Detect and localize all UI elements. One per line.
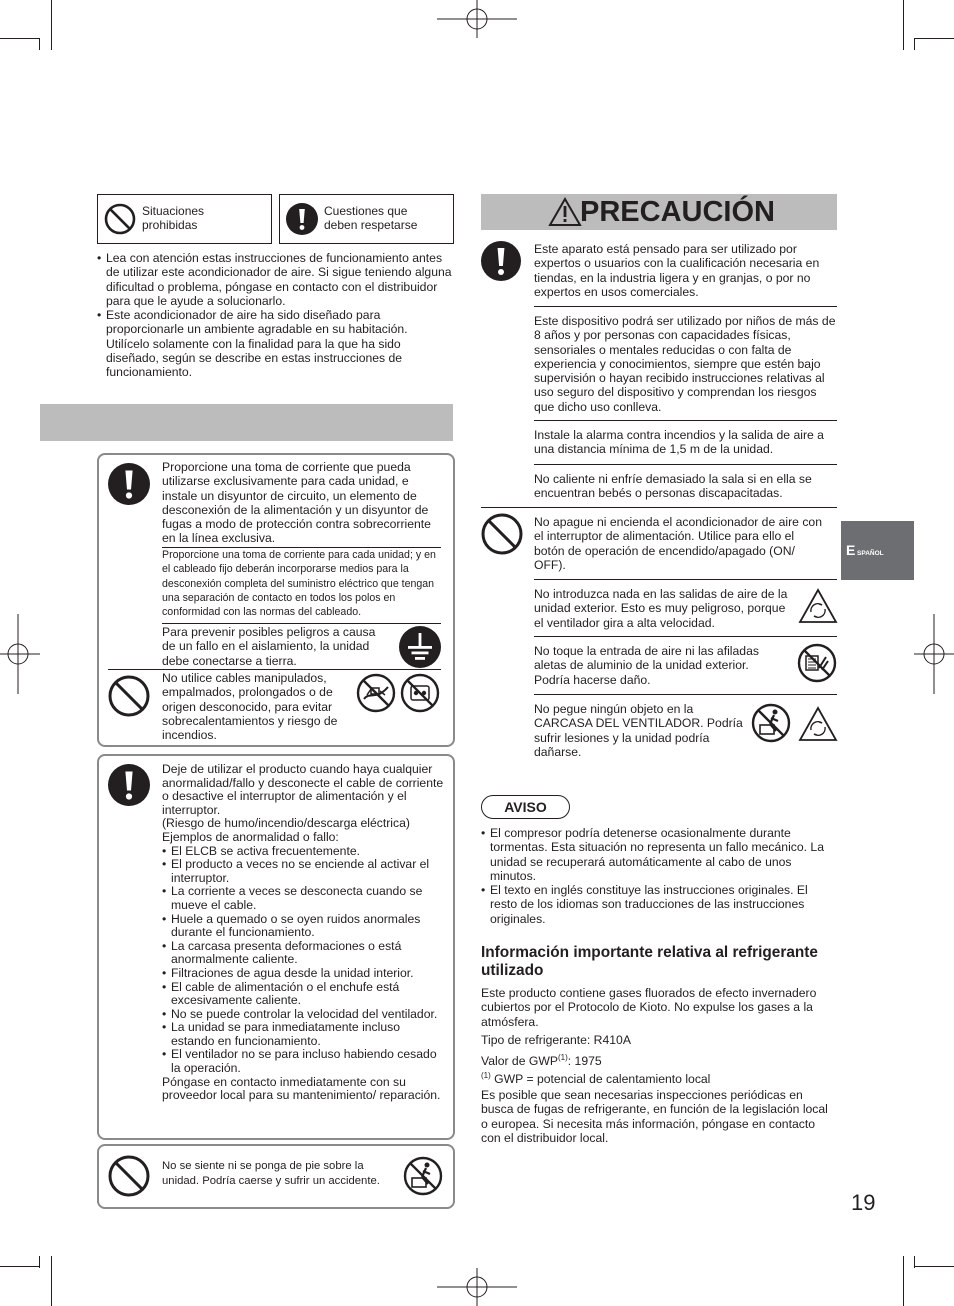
- no-touching-fins-icon: [797, 643, 837, 683]
- example-item: • El ELCB se activa frecuentemente.: [162, 845, 444, 859]
- aviso-bullet: • El compresor podría detenerse ocasionalmente durante tormentas. Esta situación no representa un fallo mecánico. La unidad se recuperará automáticamente al cabo de unos minutos.: [481, 826, 837, 883]
- rotating-fan-warning-icon: [798, 588, 838, 624]
- intro-bullet-list: [97, 251, 453, 380]
- precaution-prohibited-4: No pegue ningún objeto en la CARCASA DEL VENTILADOR. Podría sufrir lesiones y la unidad podría dañarse.: [534, 702, 743, 759]
- precaution-mandatory-2: Este dispositivo podrá ser utilizado por niños de más de 8 años y por personas con capacidades físicas, sensoriales o mentales reducidas o con falta de experiencia y conocimientos, siempre que estén bajo supervisión o hayan recibido instrucciones relativas al uso seguro del dispositivo y comprendan los riesgos que dicho uso conlleva.: [534, 314, 836, 414]
- panel2-outro: Póngase en contacto inmediatamente con su proveedor local para su mantenimiento/ reparación.: [162, 1074, 441, 1103]
- refrigerant-type: Tipo de refrigerante: R410A: [481, 1033, 631, 1047]
- prohibited-icon: [108, 675, 150, 717]
- footnote-text: GWP = potencial de calentamiento local: [490, 1072, 711, 1087]
- panel1-text-3: Para prevenir posibles peligros a causa de un fallo en el aislamiento, la unidad debe conectarse a tierra.: [162, 625, 376, 668]
- language-tab-initial: E: [846, 542, 856, 558]
- panel1-text-2: Proporcione una toma de corriente para cada unidad; y en el cableado fijo deberán incorporarse medios para la desconexión completa del suministro eléctrico que tengan una separación de contacto en todos los polos en conformidad con las normas del cableado.: [162, 549, 436, 619]
- refrigerant-paragraph-1: Este producto contiene gases fluorados de efecto invernadero cubiertos por el Protocolo de Kioto. No expulse los gases a la atmósfera.: [481, 986, 817, 1029]
- example-item: • Huele a quemado o se oyen ruidos anormales durante el funcionamiento.: [162, 913, 444, 940]
- gwp-value-line: [481, 1051, 837, 1068]
- aviso-bullet-list: [481, 826, 837, 926]
- legend-mandatory: [279, 194, 454, 244]
- example-item: • El ventilador no se para incluso habiendo cesado la operación.: [162, 1048, 444, 1075]
- gwp-label: Valor de GWP: [481, 1054, 558, 1069]
- panel2-content: [162, 763, 444, 1103]
- mandatory-icon: [481, 241, 521, 281]
- earth-ground-icon: [399, 626, 441, 668]
- warning-section-bar: [40, 404, 453, 441]
- precaution-mandatory-3: Instale la alarma contra incendios y la salida de aire a una distancia mínima de 1,5 m de la unidad.: [534, 428, 824, 457]
- example-item: • La corriente a veces se desconecta cuando se mueve el cable.: [162, 885, 444, 912]
- example-item: • La carcasa presenta deformaciones o está anormalmente caliente.: [162, 940, 444, 967]
- language-tab-rest: SPAÑOL: [857, 550, 884, 557]
- precaution-mandatory-1: Este aparato está pensado para ser utilizado por expertos o usuarios con la cualificación necesaria en tiendas, en la industria ligera y en granjas, o por no expertos en usos comerciales.: [534, 242, 820, 299]
- panel1-text-4: No utilice cables manipulados, empalmados, prolongados o de origen desconocido, para evitar sobrecalentamientos y riesgo de incendios.: [162, 671, 338, 743]
- prohibited-icon: [108, 1155, 150, 1197]
- mandatory-icon: [108, 463, 150, 505]
- no-standing-on-unit-icon: [751, 703, 791, 743]
- mandatory-icon: [286, 203, 318, 235]
- registration-mark-left: [0, 614, 40, 694]
- precaution-prohibited-1: No apague ni encienda el acondicionador de aire con el interruptor de alimentación. Utilice para ello el botón de operación de encendido/apagado (ON/ OFF).: [534, 515, 822, 572]
- footnote-superscript: (1): [481, 1071, 491, 1080]
- precaution-mandatory-4: No caliente ni enfríe demasiado la sala si en ella se encuentran bebés o personas discapacitadas.: [534, 472, 812, 501]
- aviso-badge: AVISO: [481, 795, 570, 819]
- registration-mark-bottom: [437, 1268, 517, 1306]
- legend-prohibited: [97, 194, 272, 244]
- rotating-fan-warning-icon: [798, 706, 838, 742]
- page-number: 19: [851, 1190, 876, 1215]
- intro-bullet: • Este acondicionador de aire ha sido diseñado para proporcionarle un ambiente agradable en su habitación. Utilícelo solamente con la finalidad para la que ha sido diseñado, según se describe en estas instrucciones de funcionamiento.: [97, 308, 453, 379]
- panel3-text: No se siente ni se ponga de pie sobre la unidad. Podría caerse y sufrir un accidente.: [162, 1160, 380, 1187]
- no-spliced-cable-icon: [356, 673, 396, 713]
- example-item: • El producto a veces no se enciende al activar el interruptor.: [162, 858, 444, 885]
- mandatory-icon: [108, 764, 150, 806]
- precaution-prohibited-3: No toque la entrada de aire ni las afiladas aletas de aluminio de la unidad exterior. Podría hacerse daño.: [534, 644, 759, 687]
- precaution-prohibited-2: No introduzca nada en las salidas de aire de la unidad exterior. Esto es muy peligroso, porque el ventilador gira a alta velocidad.: [534, 587, 788, 630]
- aviso-bullet: • El texto en inglés constituye las instrucciones originales. El resto de los idiomas son traducciones de las instrucciones originales.: [481, 883, 837, 926]
- panel2-intro: Deje de utilizar el producto cuando haya cualquier anormalidad/fallo y desconecte el cable de corriente o desactive el interruptor de alimentación y el interruptor.: [162, 762, 444, 817]
- example-item: • Filtraciones de agua desde la unidad interior.: [162, 967, 444, 981]
- refrigerant-paragraph-2: Es posible que sean necesarias inspecciones periódicas en busca de fugas de refrigerante, en función de la legislación local o europea. Si necesita más información, póngase en contacto con el distribuidor local.: [481, 1088, 828, 1145]
- intro-bullet: • Lea con atención estas instrucciones de funcionamiento antes de utilizar este acondicionador de aire. Si sigue teniendo alguna dificultad o problema, póngase en contacto con el distribuidor para que le ayude a solucionarlo.: [97, 251, 453, 308]
- gwp-value: : 1975: [567, 1054, 602, 1069]
- registration-mark-top: [437, 0, 517, 38]
- prohibited-icon: [481, 513, 523, 555]
- prohibited-icon: [104, 203, 136, 235]
- panel2-examples-list: [162, 845, 444, 1076]
- gwp-footnote: [481, 1069, 837, 1086]
- no-climbing-icon: [403, 1156, 443, 1196]
- legend-prohibited-label: Situaciones prohibidas: [142, 204, 205, 232]
- panel1-text-1: Proporcione una toma de corriente que pueda utilizarse exclusivamente para cada unidad, e instale un disyuntor de circuito, un elemento de desconexión de la alimentación y un disyuntor de fugas a modo de protección contra sobrecorriente en la línea exclusiva.: [162, 460, 431, 546]
- warning-triangle-icon: [548, 197, 582, 227]
- example-item: • La unidad se para inmediatamente incluso estando en funcionamiento.: [162, 1021, 444, 1048]
- gwp-superscript: (1): [558, 1053, 568, 1062]
- registration-mark-right: [914, 614, 954, 694]
- precaution-title: PRECAUCIÓN: [580, 196, 775, 228]
- panel2-examples-title: Ejemplos de anormalidad o fallo:: [162, 829, 339, 844]
- panel2-risk: (Riesgo de humo/incendio/descarga eléctrica): [162, 816, 410, 831]
- legend-mandatory-label: Cuestiones que deben respetarse: [324, 204, 418, 232]
- example-item: • El cable de alimentación o el enchufe está excesivamente caliente.: [162, 981, 444, 1008]
- example-item: • No se puede controlar la velocidad del ventilador.: [162, 1008, 444, 1022]
- refrigerant-heading: Información importante relativa al refrigerante utilizado: [481, 944, 818, 979]
- no-extension-cord-icon: [400, 673, 440, 713]
- language-tab: [841, 521, 914, 580]
